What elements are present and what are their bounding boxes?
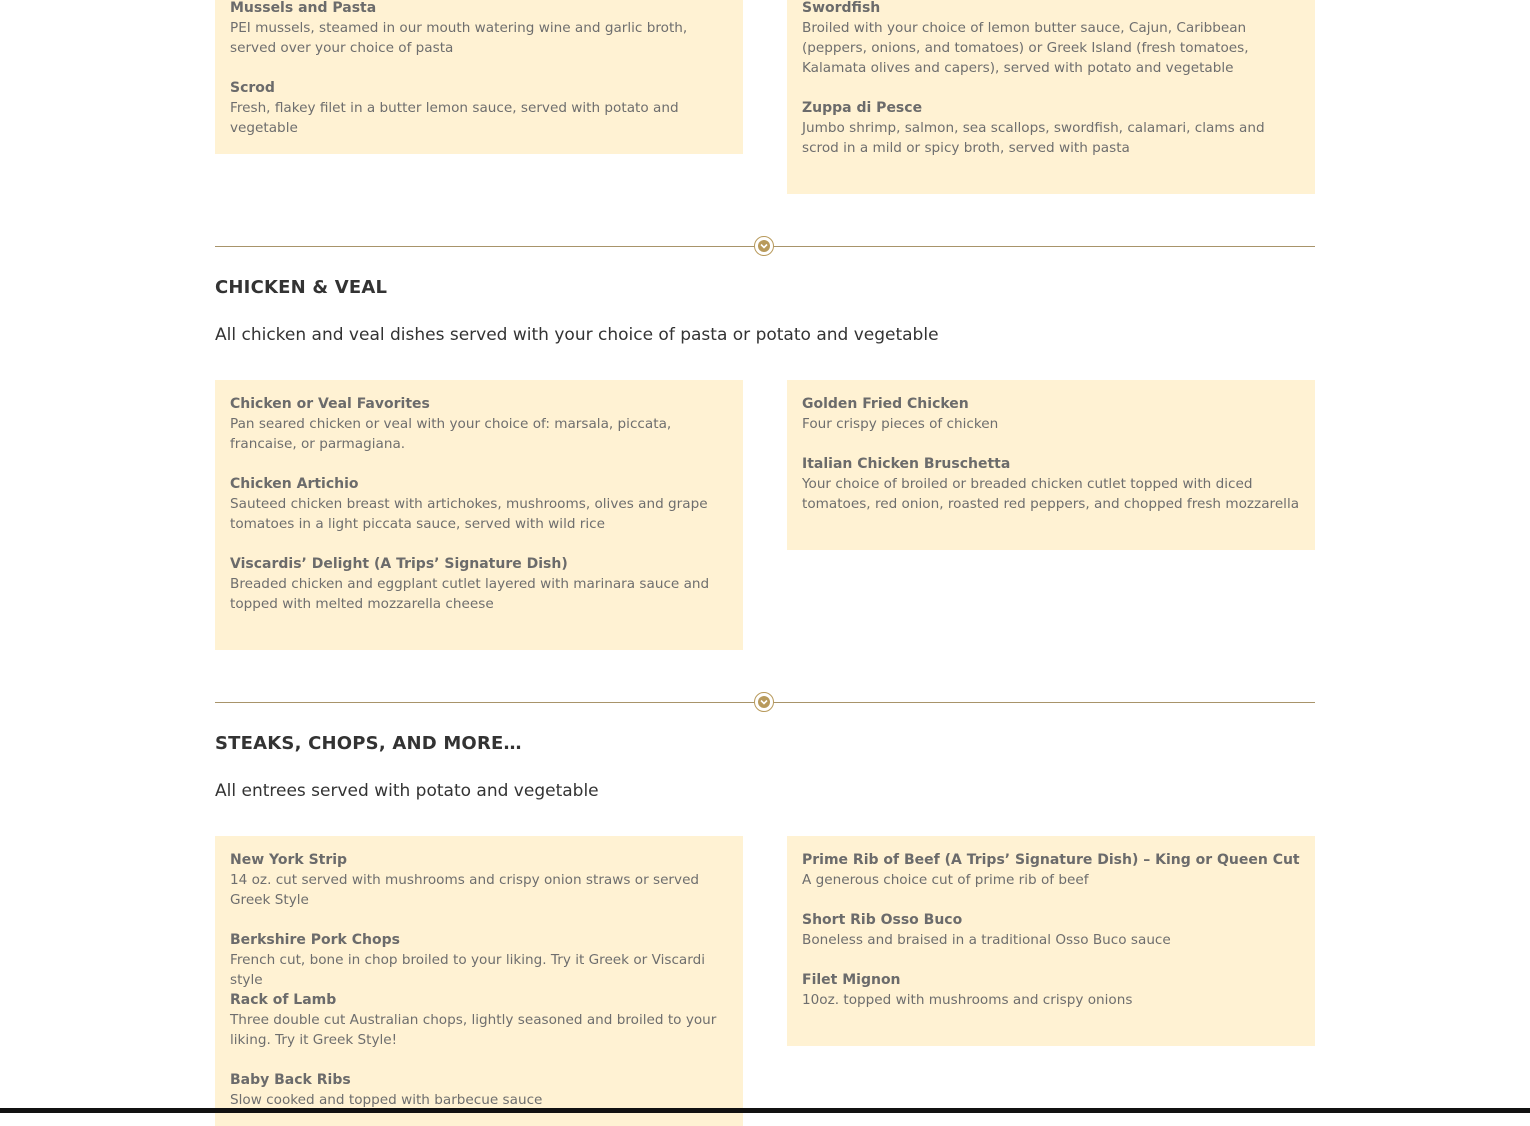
seafood-right-card — [787, 0, 1315, 194]
item-name: Swordfish — [802, 0, 881, 16]
item-name: Zuppa di Pesce — [802, 100, 923, 116]
item-description: Three double cut Australian chops, lightly seasoned and broiled to your liking. Try it Greek Style! — [230, 1012, 717, 1048]
chevron-down-circle-icon — [754, 692, 774, 712]
item-name: Baby Back Ribs — [230, 1072, 351, 1088]
section-subtitle: All chicken and veal dishes served with your choice of pasta or potato and vegetable — [215, 325, 939, 345]
menu-item — [230, 394, 731, 454]
section-subtitle: All entrees served with potato and vegetable — [215, 781, 599, 801]
menu-item — [230, 78, 731, 138]
item-description: French cut, bone in chop broiled to your liking. Try it Greek or Viscardi style — [230, 952, 706, 988]
chicken-veal-left-card — [215, 380, 743, 650]
seafood-left-card — [215, 0, 743, 154]
item-name: Chicken Artichio — [230, 476, 359, 492]
item-description: Sauteed chicken breast with artichokes, mushrooms, olives and grape tomatoes in a light piccata sauce, served with wild rice — [230, 496, 708, 532]
item-name: Rack of Lamb — [230, 992, 337, 1008]
menu-item — [802, 98, 1303, 158]
menu-item — [230, 1070, 731, 1110]
item-name: Mussels and Pasta — [230, 0, 377, 16]
menu-item — [230, 474, 731, 534]
item-name: Scrod — [230, 80, 275, 96]
window-bottom-edge — [0, 1108, 1530, 1113]
item-name: Viscardis’ Delight (A Trips’ Signature Dish) — [230, 556, 568, 572]
item-description: Jumbo shrimp, salmon, sea scallops, swordfish, calamari, clams and scrod in a mild or spicy broth, served with pasta — [802, 120, 1265, 156]
item-description: 14 oz. cut served with mushrooms and crispy onion straws or served Greek Style — [230, 872, 700, 908]
chevron-down-circle-icon — [754, 236, 774, 256]
item-name: New York Strip — [230, 852, 348, 868]
item-description: Your choice of broiled or breaded chicken cutlet topped with diced tomatoes, red onion, roasted red peppers, and chopped fresh mozzarella — [802, 476, 1300, 512]
menu-item — [230, 850, 731, 910]
item-description: PEI mussels, steamed in our mouth watering wine and garlic broth, served over your choice of pasta — [230, 20, 688, 56]
menu-item — [230, 0, 731, 58]
section-title: STEAKS, CHOPS, AND MORE… — [215, 733, 522, 754]
menu-item — [802, 454, 1303, 514]
menu-item — [230, 554, 731, 614]
item-description: Pan seared chicken or veal with your choice of: marsala, piccata, francaise, or parmagiana. — [230, 416, 672, 452]
item-description: 10oz. topped with mushrooms and crispy onions — [802, 992, 1133, 1008]
item-name: Chicken or Veal Favorites — [230, 396, 430, 412]
menu-item — [230, 990, 731, 1050]
item-description: Fresh, flakey filet in a butter lemon sauce, served with potato and vegetable — [230, 100, 679, 136]
item-name: Short Rib Osso Buco — [802, 912, 963, 928]
menu-item — [802, 970, 1303, 1010]
menu-item — [802, 910, 1303, 950]
menu-item — [802, 0, 1303, 78]
item-name: Prime Rib of Beef (A Trips’ Signature Dish) – King or Queen Cut — [802, 852, 1300, 868]
item-description: Four crispy pieces of chicken — [802, 416, 999, 432]
chicken-veal-right-card — [787, 380, 1315, 550]
item-name: Golden Fried Chicken — [802, 396, 969, 412]
menu-item — [230, 930, 731, 990]
steaks-left-card — [215, 836, 743, 1126]
item-description: Broiled with your choice of lemon butter sauce, Cajun, Caribbean (peppers, onions, and tomatoes) or Greek Island (fresh tomatoes, Kalamata olives and capers), served with potato and vegetable — [802, 20, 1249, 76]
item-description: Boneless and braised in a traditional Osso Buco sauce — [802, 932, 1171, 948]
item-description: Breaded chicken and eggplant cutlet layered with marinara sauce and topped with melted mozzarella cheese — [230, 576, 710, 612]
section-title: CHICKEN & VEAL — [215, 277, 388, 298]
item-name: Filet Mignon — [802, 972, 901, 988]
item-name: Italian Chicken Bruschetta — [802, 456, 1011, 472]
item-description: Slow cooked and topped with barbecue sauce — [230, 1092, 543, 1108]
item-description: A generous choice cut of prime rib of beef — [802, 872, 1089, 888]
menu-item — [802, 394, 1303, 434]
item-name: Berkshire Pork Chops — [230, 932, 400, 948]
steaks-right-card — [787, 836, 1315, 1046]
menu-item — [802, 850, 1303, 890]
